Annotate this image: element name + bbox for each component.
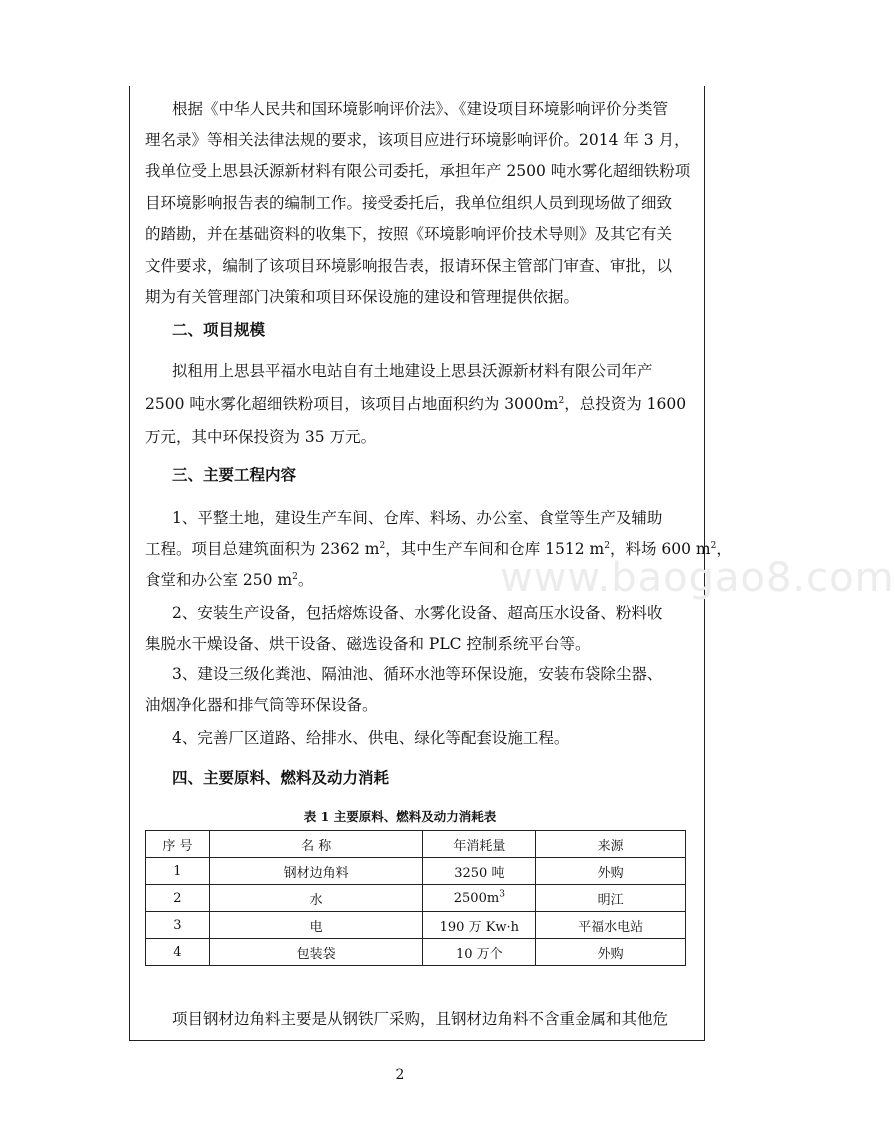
table-cell: 1 [146, 858, 210, 885]
table-header-row [146, 831, 686, 858]
table-cell: 外购 [536, 858, 686, 885]
works-item1-line3 [145, 570, 313, 590]
table-cell: 190 万 Kw·h [423, 912, 536, 939]
superscript-area: 2 [379, 540, 386, 551]
table-caption: 表 1 主要原料、燃料及动力消耗表 [303, 809, 497, 824]
table-row [146, 858, 686, 885]
works-item1-line2c: ，料场 600 m [609, 540, 711, 558]
works-item1-line2a: 工程。项目总建筑面积为 2362 m [145, 540, 380, 558]
water-amount: 2500m [453, 890, 500, 906]
watermark: www.baogao8.com [500, 555, 895, 601]
scale-line-2-text: 2500 吨水雾化超细铁粉项目，该项目占地面积约为 3000m [145, 395, 559, 413]
col-header-number: 序 号 [146, 831, 210, 858]
works-item1-line2d: ， [716, 540, 732, 558]
works-item1-line3b: 。 [297, 571, 314, 589]
works-item3-line2: 油烟净化器和排气筒等环保设备。 [145, 696, 378, 714]
intro-line-6: 文件要求，编制了该项目环境影响报告表，报请环保主管部门审查、审批，以 [145, 257, 673, 275]
works-item2-line1: 2、安装生产设备，包括熔炼设备、水雾化设备、超高压水设备、粉料收 [172, 604, 663, 622]
heading-project-scale: 二、项目规模 [172, 320, 266, 339]
intro-line-2: 理名录》等相关法律法规的要求，该项目应进行环境影响评价。2014 年 3 月， [145, 131, 690, 149]
table-cell: 水 [209, 885, 423, 912]
works-item4-line1: 4、完善厂区道路、给排水、供电、绿化等配套设施工程。 [172, 729, 570, 747]
scale-line-3: 万元，其中环保投资为 35 万元。 [145, 428, 377, 446]
intro-line-4: 目环境影响报告表的编制工作。接受委托后，我单位组织人员到现场做了细致 [145, 194, 673, 212]
col-header-source: 来源 [536, 831, 686, 858]
works-item1-line2 [145, 539, 732, 559]
table-cell: 平福水电站 [536, 912, 686, 939]
closing-line: 项目钢材边角料主要是从钢铁厂采购，且钢材边角料不含重金属和其他危 [172, 1010, 669, 1028]
table-cell: 钢材边角料 [209, 858, 423, 885]
superscript-area: 2 [710, 540, 717, 551]
table-cell: 10 万个 [423, 939, 536, 966]
table-cell: 电 [209, 912, 423, 939]
superscript-volume: 3 [499, 889, 505, 900]
materials-table [145, 830, 686, 966]
heading-main-works: 三、主要工程内容 [172, 465, 297, 484]
superscript-area: 2 [604, 540, 610, 551]
table-cell: 4 [146, 939, 210, 966]
table-row [146, 912, 686, 939]
table-cell: 包装袋 [209, 939, 423, 966]
intro-line-5: 的踏勘，并在基础资料的收集下，按照《环境影响评价技术导则》及其它有关 [145, 225, 673, 243]
table-cell: 明江 [536, 885, 686, 912]
table-cell-water [423, 885, 536, 912]
works-item1-line2b: ，其中生产车间和仓库 1512 m [385, 540, 605, 558]
superscript-area: 2 [558, 395, 565, 406]
intro-line-7: 期为有关管理部门决策和项目环保设施的建设和管理提供依据。 [145, 288, 580, 306]
superscript-area: 2 [292, 571, 298, 582]
scale-line-2 [145, 394, 686, 414]
col-header-name: 名 称 [209, 831, 423, 858]
table-row [146, 885, 686, 912]
scale-line-1: 拟租用上思县平福水电站自有土地建设上思县沃源新材料有限公司年产 [172, 362, 653, 380]
table-cell: 3 [146, 912, 210, 939]
intro-line-1: 根据《中华人民共和国环境影响评价法》、《建设项目环境影响评价分类管 [172, 100, 669, 118]
table-cell: 2 [146, 885, 210, 912]
intro-line-3: 我单位受上思县沃源新材料有限公司委托，承担年产 2500 吨水雾化超细铁粉项 [145, 162, 691, 180]
heading-materials: 四、主要原料、燃料及动力消耗 [172, 768, 390, 787]
works-item3-line1: 3、建设三级化粪池、隔油池、循环水池等环保设施，安装布袋除尘器、 [172, 665, 663, 683]
works-item1-line3a: 食堂和办公室 250 m [145, 571, 293, 589]
page-number: 2 [395, 1067, 405, 1083]
works-item1-line1: 1、平整土地，建设生产车间、仓库、料场、办公室、食堂等生产及辅助 [172, 509, 663, 527]
col-header-annual-use: 年消耗量 [423, 831, 536, 858]
table-row [146, 939, 686, 966]
table-cell: 3250 吨 [423, 858, 536, 885]
scale-line-2-tail: ，总投资为 1600 [564, 395, 687, 413]
works-item2-line2: 集脱水干燥设备、烘干设备、磁选设备和 PLC 控制系统平台等。 [145, 635, 591, 653]
table-cell: 外购 [536, 939, 686, 966]
